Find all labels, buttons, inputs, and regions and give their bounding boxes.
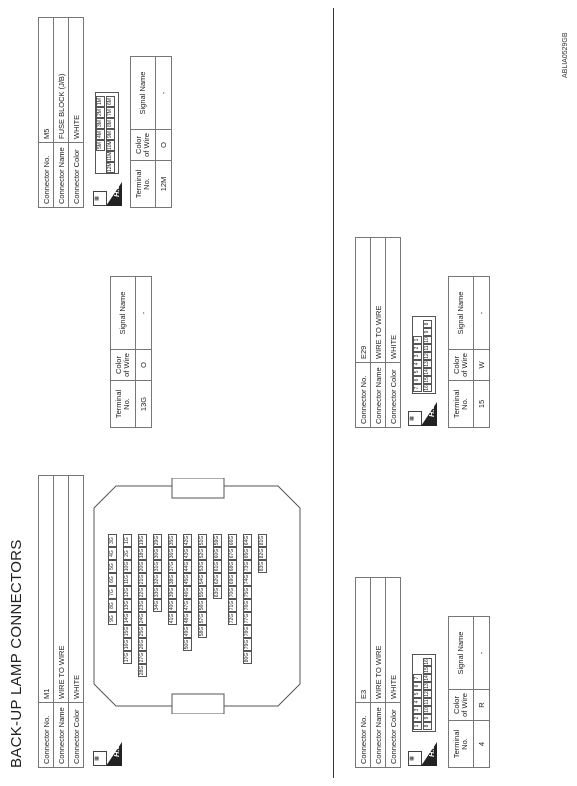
cavity-label: 70G <box>229 587 235 598</box>
th-signal: Signal Name <box>449 617 474 690</box>
cavity-label: 16 <box>424 659 430 665</box>
m1-terminal: 13G <box>136 381 152 428</box>
cavity-label: 59G <box>214 535 220 546</box>
m1-wire: O <box>136 350 152 381</box>
cavity-label: 36G <box>169 548 175 559</box>
cavity-label: 49G <box>184 626 190 637</box>
cavity-label: 83G <box>259 561 265 572</box>
cavity-label: 53G <box>199 561 205 572</box>
hs-icon: ▦ H.S. <box>93 742 123 766</box>
cavity-label: 12 <box>424 691 430 697</box>
cavity-label: 2G <box>123 547 132 560</box>
cavity-label: 7 <box>413 674 422 682</box>
e29-connector-diagram <box>412 318 434 394</box>
m1-signal: - <box>136 277 152 350</box>
cavity-label: 2 <box>413 344 422 352</box>
th-wire: Color of Wire <box>449 350 474 381</box>
cavity-label: 34G <box>154 600 160 611</box>
cavity-label: 11M <box>107 151 113 161</box>
cavity-label: 79G <box>244 639 250 650</box>
label: Connector No. <box>39 703 54 768</box>
cavity-label: 4M <box>96 129 105 140</box>
e3-info-table <box>355 577 401 768</box>
cavity-label: 13 <box>424 361 430 367</box>
cavity-label: 55G <box>199 587 205 598</box>
hs-icon: ▦ H.S. <box>408 742 438 766</box>
cavity-label: 69G <box>229 574 235 585</box>
cavity-label: 56G <box>199 600 205 611</box>
th-terminal: Terminal No. <box>111 381 136 428</box>
e29-terminal: 15 <box>474 381 490 428</box>
cavity-label: 31G <box>154 561 160 572</box>
cavity-label: 14G <box>124 613 130 624</box>
cavity-label: 75G <box>244 587 250 598</box>
e3-wire: R <box>474 690 490 721</box>
cavity-label: 4G <box>108 547 117 560</box>
cavity-label: 1 <box>413 722 422 730</box>
cavity-label: 9 <box>423 714 432 722</box>
cavity-label: 3 <box>413 352 422 360</box>
cavity-label: 2 <box>413 714 422 722</box>
th-terminal: Terminal No. <box>449 381 474 428</box>
cavity-label: 3M <box>96 118 105 129</box>
m1-color: WHITE <box>69 476 84 703</box>
cavity-label: 6 <box>413 376 422 384</box>
cavity-label: 77G <box>244 613 250 624</box>
cavity-label: 29G <box>154 535 160 546</box>
label: Connector No. <box>356 703 371 768</box>
cavity-label: 25G <box>139 626 145 637</box>
cavity-label: 24G <box>139 613 145 624</box>
cavity-label: 13 <box>424 683 430 689</box>
cavity-label: 76G <box>244 600 250 611</box>
cavity-label: 39G <box>169 587 175 598</box>
cavity-label: 12M <box>107 162 113 172</box>
cavity-label: 54G <box>199 574 205 585</box>
m1-name: WIRE TO WIRE <box>54 476 69 703</box>
cavity-label: 22G <box>139 587 145 598</box>
cavity-label: 14 <box>424 675 430 681</box>
cavity-label: 8 <box>423 320 432 328</box>
cavity-label: 60G <box>214 548 220 559</box>
cavity-label: 28G <box>139 665 145 676</box>
cavity-label: 30G <box>154 548 160 559</box>
cavity-label: 9 <box>423 328 432 336</box>
cavity-label: 8M <box>106 118 115 129</box>
cavity-label: 40G <box>169 600 175 611</box>
m1-info-table <box>38 475 84 768</box>
cavity-label: 32G <box>154 574 160 585</box>
cavity-label: 3 <box>413 706 422 714</box>
cavity-label: 10G <box>124 561 130 572</box>
cavity-label: 11G <box>124 574 130 585</box>
cavity-label: 5M <box>96 140 105 151</box>
cavity-label: 3G <box>108 534 117 547</box>
cavity-label: 21G <box>139 574 145 585</box>
footer-code: ABLIA0529GB <box>562 32 569 78</box>
m1-connector-diagram <box>90 478 304 714</box>
e3-terminal: 4 <box>474 721 490 768</box>
cavity-label: 62G <box>214 574 220 585</box>
cavity-label: 17G <box>124 652 130 663</box>
label: Connector Name <box>54 143 69 208</box>
cavity-label: 82G <box>259 548 265 559</box>
cavity-label: 20G <box>139 561 145 572</box>
cavity-label: 42G <box>184 535 190 546</box>
hs-icon: ▦ H.S. <box>408 402 438 426</box>
cavity-label: 12G <box>124 587 130 598</box>
m5-wire: O <box>156 130 172 161</box>
th-terminal: Terminal No. <box>131 161 156 208</box>
cavity-label: 14 <box>424 369 430 375</box>
cavity-label: 80G <box>244 652 250 663</box>
label: Connector Color <box>69 143 84 208</box>
th-signal: Signal Name <box>449 277 474 350</box>
cavity-label: 51G <box>199 535 205 546</box>
divider-line <box>333 8 334 778</box>
m5-terminal-table <box>130 56 172 208</box>
e3-no: E3 <box>356 578 371 703</box>
label: Connector No. <box>39 143 54 208</box>
cavity-label: 9G <box>108 612 117 625</box>
m5-terminal: 12M <box>156 161 172 208</box>
cavity-label: 68G <box>229 561 235 572</box>
cavity-label: 4 <box>413 698 422 706</box>
m1-terminal-table <box>110 276 152 428</box>
page-title: BACK-UP LAMP CONNECTORS <box>8 539 25 768</box>
cavity-label: 19G <box>139 535 145 546</box>
cavity-label: 43G <box>184 548 190 559</box>
th-wire: Color of Wire <box>131 130 156 161</box>
e3-signal: - <box>474 617 490 690</box>
cavity-label: 15G <box>124 626 130 637</box>
cavity-label: 26G <box>139 639 145 650</box>
cavity-label: 41G <box>169 613 175 624</box>
cavity-label: 11 <box>424 699 430 705</box>
hs-icon: ▦ H.S. <box>93 182 123 206</box>
cavity-label: 46G <box>184 587 190 598</box>
e3-connector-diagram <box>412 656 434 732</box>
cavity-label: 7 <box>413 384 422 392</box>
e3-terminal-table <box>448 616 490 768</box>
label: Connector Color <box>386 703 401 768</box>
e29-info-table <box>355 237 401 428</box>
cavity-label: 35G <box>169 535 175 546</box>
cavity-label: 10 <box>424 337 430 343</box>
cavity-label: 11 <box>424 345 430 351</box>
m5-signal: - <box>156 57 172 130</box>
cavity-label: 4 <box>413 360 422 368</box>
e29-color: WHITE <box>386 238 401 363</box>
cavity-label: 6 <box>413 682 422 690</box>
cavity-label: 7G <box>108 586 117 599</box>
cavity-label: 48G <box>184 613 190 624</box>
cavity-label: 8 <box>423 722 432 730</box>
e3-color: WHITE <box>386 578 401 703</box>
th-wire: Color of Wire <box>449 690 474 721</box>
cavity-label: 81G <box>259 535 265 546</box>
e29-wire: W <box>474 350 490 381</box>
e29-no: E29 <box>356 238 371 363</box>
cavity-label: 8G <box>108 599 117 612</box>
th-terminal: Terminal No. <box>449 721 474 768</box>
label: Connector No. <box>356 363 371 428</box>
cavity-label: 16 <box>424 385 430 391</box>
cavity-label: 52G <box>199 548 205 559</box>
cavity-label: 66G <box>229 535 235 546</box>
cavity-label: 72G <box>229 613 235 624</box>
cavity-label: 1G <box>123 534 132 547</box>
cavity-label: 58G <box>199 626 205 637</box>
cavity-label: 12 <box>424 353 430 359</box>
label: Connector Color <box>386 363 401 428</box>
m5-color: WHITE <box>69 18 84 143</box>
cavity-label: 50G <box>184 639 190 650</box>
cavity-label: 27G <box>139 652 145 663</box>
cavity-label: 10M <box>107 140 113 150</box>
cavity-label: 63G <box>214 587 220 598</box>
cavity-label: 15 <box>424 377 430 383</box>
cavity-label: 5 <box>413 690 422 698</box>
cavity-label: 67G <box>229 548 235 559</box>
cavity-label: 33G <box>154 587 160 598</box>
cavity-label: 74G <box>244 574 250 585</box>
cavity-label: 18G <box>139 548 145 559</box>
cavity-label: 47G <box>184 600 190 611</box>
cavity-label: 6M <box>106 96 115 107</box>
e3-name: WIRE TO WIRE <box>371 578 386 703</box>
e29-signal: - <box>474 277 490 350</box>
cavity-label: 44G <box>184 561 190 572</box>
cavity-label: 71G <box>229 600 235 611</box>
cavity-label: 65G <box>244 548 250 559</box>
label: Connector Color <box>69 703 84 768</box>
m5-no: M5 <box>39 18 54 143</box>
m5-info-table <box>38 17 84 208</box>
cavity-label: 37G <box>169 561 175 572</box>
m5-connector-diagram <box>95 94 117 174</box>
th-wire: Color of Wire <box>111 350 136 381</box>
cavity-label: 7M <box>106 107 115 118</box>
th-signal: Signal Name <box>111 277 136 350</box>
cavity-label: 64G <box>244 535 250 546</box>
cavity-label: 23G <box>139 600 145 611</box>
cavity-label: 78G <box>244 626 250 637</box>
cavity-label: 2M <box>96 107 105 118</box>
cavity-label: 13G <box>124 600 130 611</box>
cavity-label: 1 <box>413 336 422 344</box>
cavity-label: 6G <box>108 573 117 586</box>
cavity-label: 1M <box>96 96 105 107</box>
cavity-label: 73G <box>244 561 250 572</box>
label: Connector Name <box>371 703 386 768</box>
cavity-label: 16G <box>124 639 130 650</box>
cavity-label: 5 <box>413 368 422 376</box>
label: Connector Name <box>371 363 386 428</box>
label: Connector Name <box>54 703 69 768</box>
cavity-label: 5G <box>108 560 117 573</box>
cavity-label: 9M <box>106 129 115 140</box>
e29-name: WIRE TO WIRE <box>371 238 386 363</box>
cavity-label: 15 <box>424 667 430 673</box>
cavity-label: 45G <box>184 574 190 585</box>
cavity-label: 10 <box>424 707 430 713</box>
e29-terminal-table <box>448 276 490 428</box>
th-signal: Signal Name <box>131 57 156 130</box>
cavity-label: 61G <box>214 561 220 572</box>
cavity-label: 38G <box>169 574 175 585</box>
cavity-label: 57G <box>199 613 205 624</box>
m5-name: FUSE BLOCK (J/B) <box>54 18 69 143</box>
m1-no: M1 <box>39 476 54 703</box>
